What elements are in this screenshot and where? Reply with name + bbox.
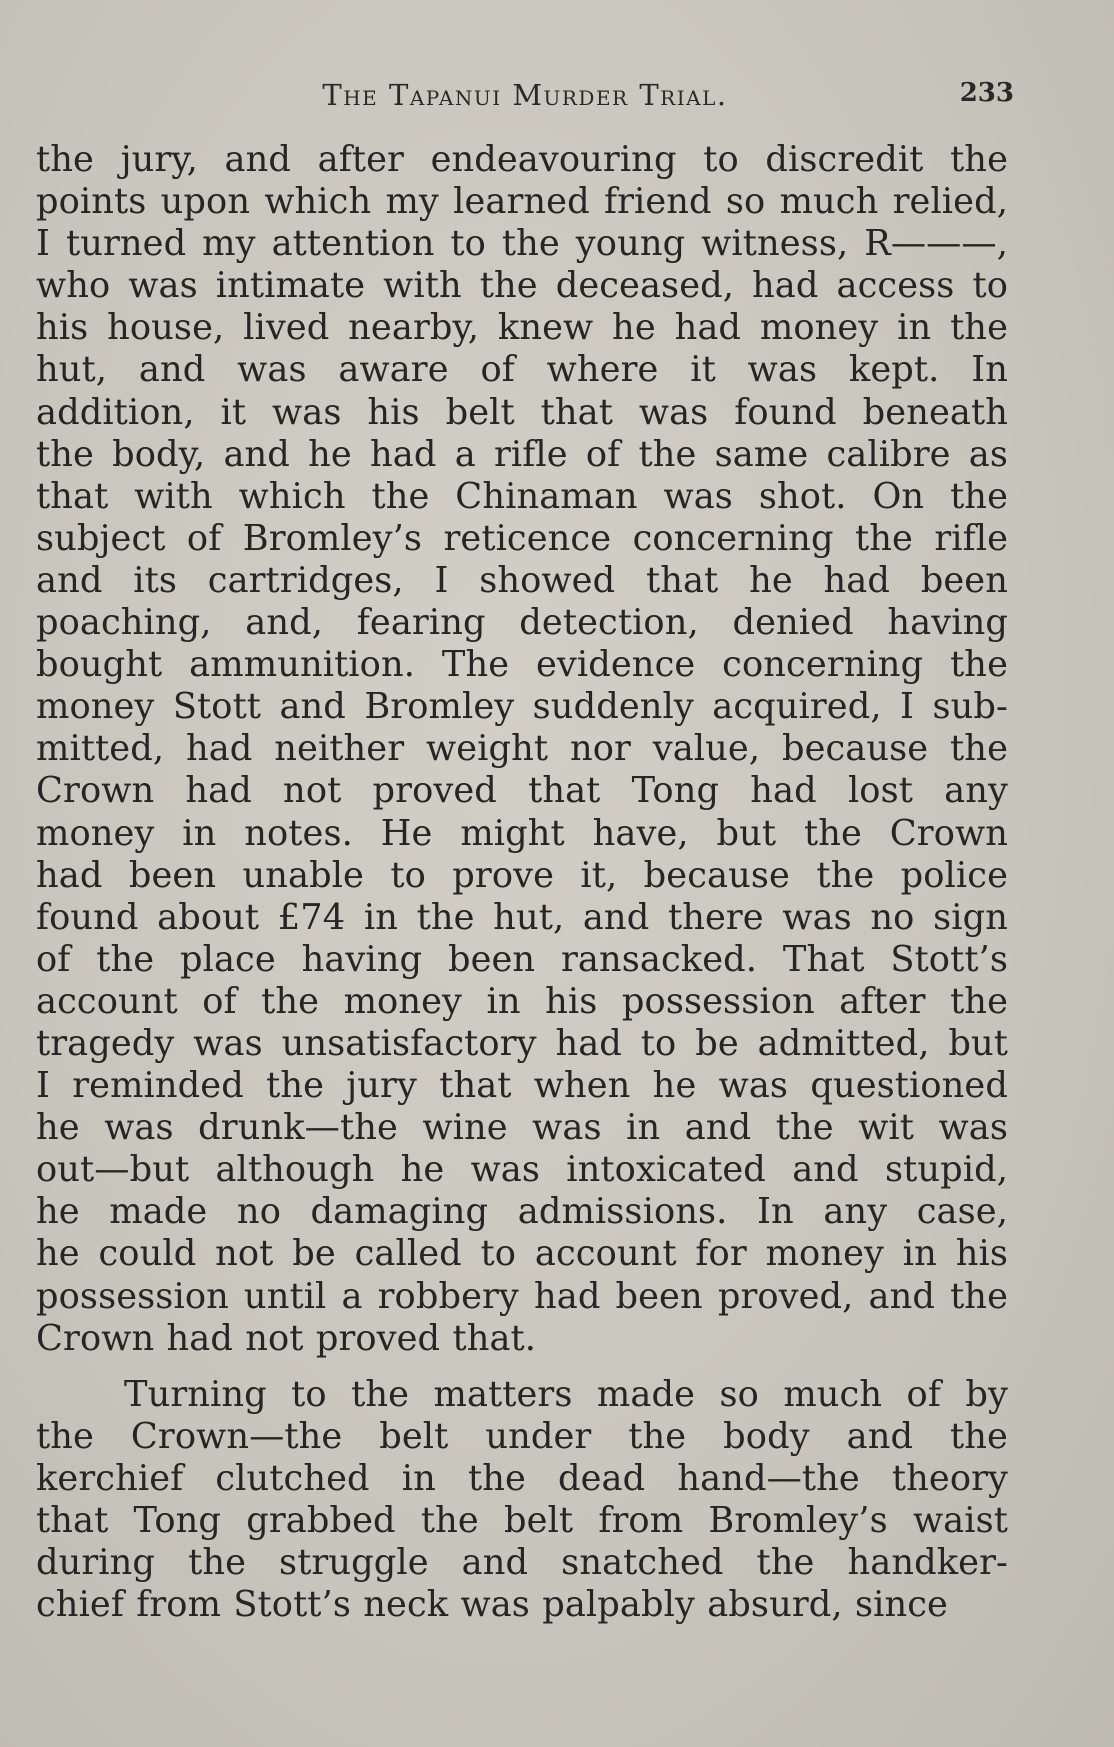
- text-line: account of the money in his possession after the: [36, 980, 1008, 1022]
- text-line: kerchief clutched in the dead hand—the theory: [36, 1457, 1008, 1499]
- text-line: that Tong grabbed the belt from Bromley’s waist: [36, 1500, 1008, 1541]
- running-head: [36, 78, 1014, 118]
- text-line: bought ammunition. The evidence concerning the: [36, 644, 1008, 686]
- text-line: possession until a robbery had been proved, and the: [36, 1275, 1008, 1317]
- text-line: I reminded the jury that when he was questioned: [36, 1065, 1008, 1107]
- text-line: money in notes. He might have, but the Crown: [36, 812, 1008, 854]
- text-line: chief from Stott’s neck was palpably absurd, since: [36, 1584, 948, 1626]
- text-line: mitted, had neither weight nor value, because the: [36, 728, 1008, 770]
- paragraph: [36, 1374, 1008, 1627]
- text-line: his house, lived nearby, knew he had money in the: [36, 307, 1008, 349]
- text-line: and its cartridges, I showed that he had been: [36, 559, 1008, 601]
- text-line: subject of Bromley’s reticence concerning the rifle: [36, 517, 1008, 559]
- body-text: [36, 139, 1008, 1626]
- text-line: out—but although he was intoxicated and stupid,: [36, 1149, 1008, 1191]
- text-line: Crown had not proved that Tong had lost any: [36, 770, 1008, 812]
- text-line: Turning to the matters made so much of by: [124, 1373, 1008, 1415]
- text-line: the body, and he had a rifle of the same calibre as: [36, 433, 1008, 475]
- text-line: poaching, and, fearing detection, denied having: [36, 602, 1008, 644]
- text-line: he made no damaging admissions. In any case,: [36, 1191, 1008, 1233]
- text-line: the jury, and after endeavouring to discredit the: [36, 139, 1008, 180]
- text-line: of the place having been ransacked. That Stott’s: [36, 938, 1008, 980]
- text-line: who was intimate with the deceased, had access to: [36, 265, 1008, 307]
- text-line: he could not be called to account for money in his: [36, 1233, 1008, 1275]
- page-number: 233: [959, 78, 1014, 108]
- text-line: I turned my attention to the young witness, R———,: [36, 223, 1008, 265]
- running-head-title: The Tapanui Murder Trial.: [322, 78, 728, 112]
- text-line: hut, and was aware of where it was kept. In: [36, 349, 1008, 391]
- text-line: addition, it was his belt that was found beneath: [36, 391, 1008, 433]
- text-line: the Crown—the belt under the body and the: [36, 1415, 1008, 1457]
- text-line: money Stott and Bromley suddenly acquired, I sub-: [36, 686, 1008, 728]
- text-line: tragedy was unsatisfactory had to be admitted, but: [36, 1022, 1008, 1064]
- paragraph: [36, 139, 1008, 1360]
- text-line: had been unable to prove it, because the police: [36, 854, 1008, 896]
- text-line: during the struggle and snatched the handker-: [36, 1542, 1008, 1584]
- text-line: that with which the Chinaman was shot. On the: [36, 475, 1008, 517]
- text-line: he was drunk—the wine was in and the wit was: [36, 1107, 1008, 1149]
- text-line: found about £74 in the hut, and there was no sign: [36, 896, 1008, 938]
- text-line: Crown had not proved that.: [36, 1317, 537, 1359]
- text-line: points upon which my learned friend so much relied,: [36, 181, 1008, 223]
